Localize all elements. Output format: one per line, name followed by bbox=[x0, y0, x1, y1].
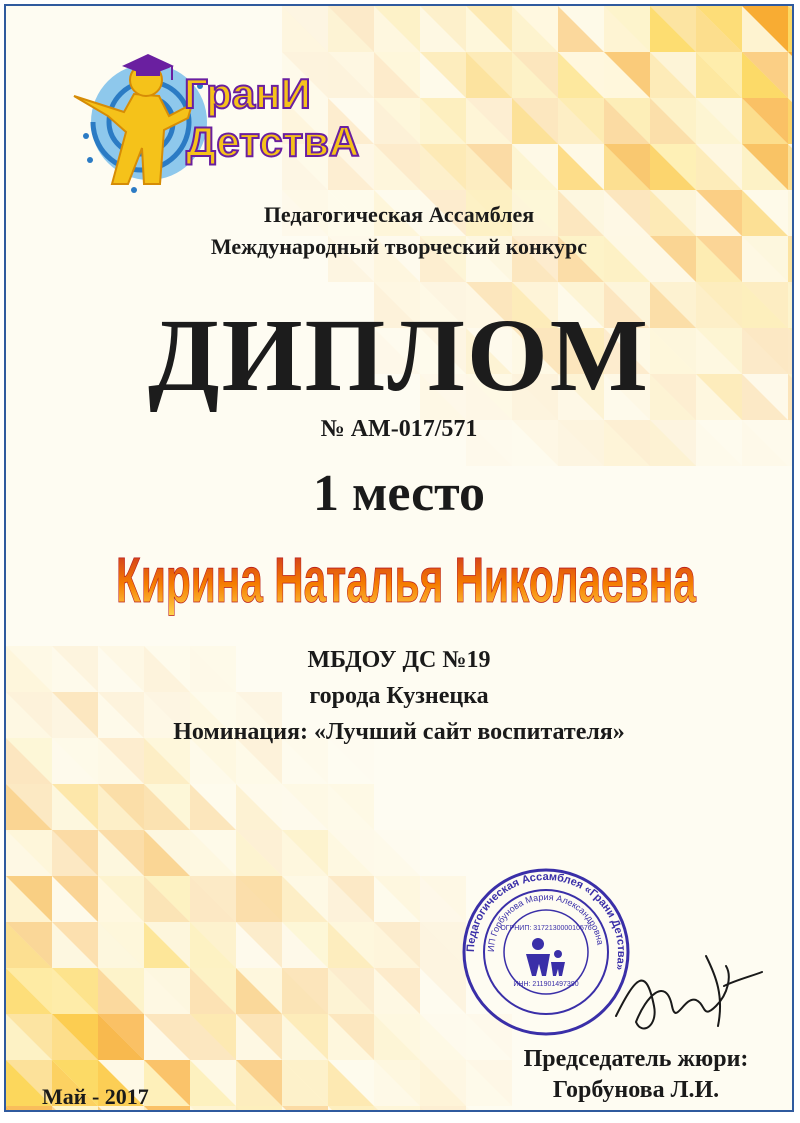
stamp-inn: ИНН: 211901497390 bbox=[513, 981, 579, 988]
pattern-tile bbox=[190, 1106, 236, 1110]
pattern-tile bbox=[788, 98, 792, 144]
pattern-tile bbox=[282, 1106, 328, 1110]
pattern-tile bbox=[144, 1106, 190, 1110]
place-award: 1 место bbox=[312, 465, 486, 522]
logo-text-line1: ГранИ bbox=[184, 70, 311, 117]
pattern-tile bbox=[328, 1106, 374, 1110]
stamp-inner-text: ИП Горбунова Мария Александровна bbox=[485, 891, 606, 953]
header-line-contest: Международный творческий конкурс bbox=[210, 234, 588, 259]
pattern-tile bbox=[788, 6, 792, 52]
grani-detstva-logo bbox=[64, 44, 394, 194]
chair-name: Горбунова Л.И. bbox=[552, 1077, 720, 1103]
official-stamp bbox=[462, 868, 630, 1036]
pattern-tile bbox=[466, 1106, 512, 1110]
chair-title: Председатель жюри: bbox=[523, 1046, 749, 1072]
chairman-signature bbox=[606, 936, 766, 1046]
stamp-outer-text: Педагогическая Ассамблея «Грани Детства» bbox=[464, 870, 628, 972]
pattern-tile bbox=[788, 144, 792, 190]
organization-line2: города Кузнецка bbox=[309, 683, 489, 709]
logo-text-line2: ДетствА bbox=[186, 118, 360, 165]
stamp-ogrnip: ОГРНИП: 317213000010576 bbox=[500, 925, 592, 932]
organization-line1: МБДОУ ДС №19 bbox=[307, 647, 491, 673]
diploma-page bbox=[4, 4, 794, 1112]
recipient-name-text: Кирина Наталья Николаевна bbox=[116, 544, 697, 616]
award-date: Май - 2017 bbox=[42, 1084, 149, 1109]
header-line-assembly: Педагогическая Ассамблея bbox=[263, 202, 535, 227]
diploma-number: № АМ-017/571 bbox=[320, 416, 478, 442]
pattern-tile bbox=[788, 52, 792, 98]
pattern-tile bbox=[374, 1106, 420, 1110]
pattern-tile bbox=[420, 1106, 466, 1110]
nomination: Номинация: «Лучший сайт воспитателя» bbox=[173, 719, 625, 745]
stamp-children-icon bbox=[526, 938, 565, 976]
recipient-name bbox=[6, 538, 792, 628]
diploma-title: ДИПЛОМ bbox=[148, 298, 650, 413]
pattern-tile bbox=[236, 1106, 282, 1110]
